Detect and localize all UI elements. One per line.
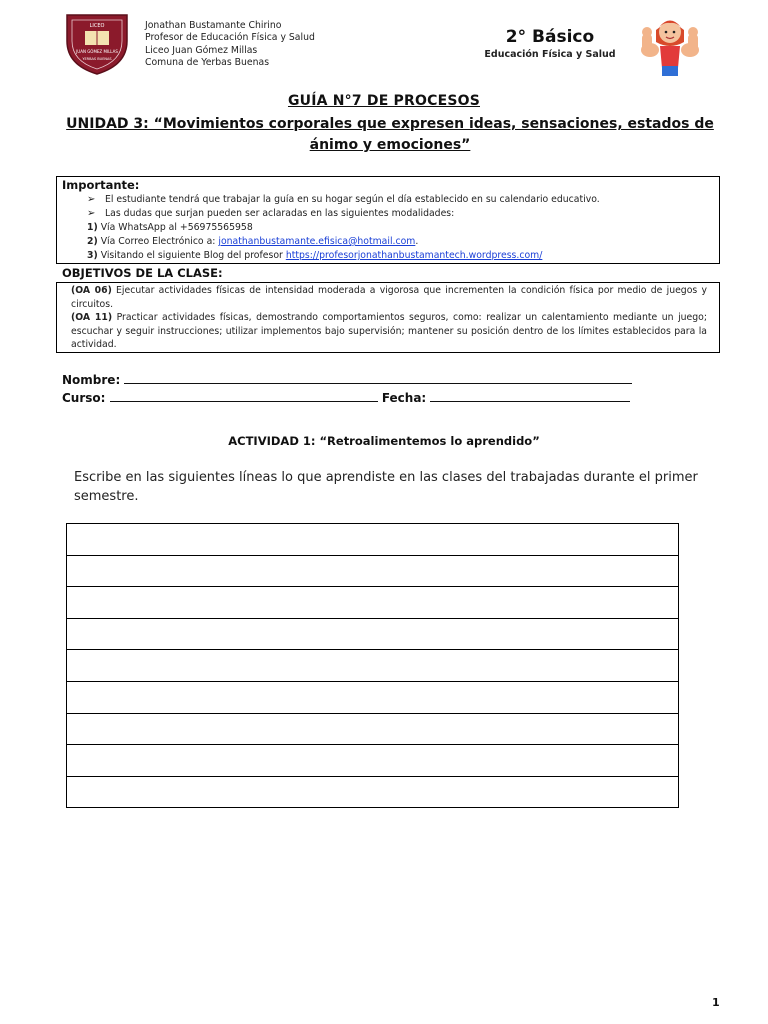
grade-label: 2° Básico (505, 27, 595, 47)
svg-text:JUAN GÓMEZ MILLAS: JUAN GÓMEZ MILLAS (76, 49, 118, 54)
objective-oa11: (OA 11) Practicar actividades físicas, demostrando comportamientos seguros, como: realizar un calentamiento mediante un juego; escuchar y seguir instrucciones; utilizar implementos bajo supervisión; mantener su posición dentro de los límites establecidos para la actividad. (71, 312, 707, 351)
contact-mode-3: 3) Visitando el siguiente Blog del profesor https://profesorjonathanbustamantech.wordpress.com/ (87, 250, 543, 261)
arrow-bullet-icon: ➢ (87, 208, 96, 219)
name-line[interactable] (124, 373, 632, 384)
name-field[interactable] (62, 373, 632, 387)
important-bullet-2: ➢ Las dudas que surjan pueden ser aclaradas en las siguientes modalidades: (87, 208, 455, 219)
arrow-bullet-icon: ➢ (87, 194, 96, 205)
writing-line[interactable] (67, 745, 678, 777)
school-name: Liceo Juan Gómez Millas (145, 44, 258, 56)
blog-link[interactable]: https://profesorjonathanbustamantech.wordpress.com/ (285, 250, 543, 261)
writing-line[interactable] (67, 524, 678, 556)
page-number: 1 (712, 996, 720, 1009)
activity-instruction: Escribe en las siguientes líneas lo que aprendiste en las clases del trabajadas durante el primer semestre. (74, 470, 698, 504)
course-line[interactable] (110, 391, 378, 402)
important-title: Importante: (62, 178, 140, 192)
objectives-title: OBJETIVOS DE LA CLASE: (62, 266, 223, 280)
name-label: Nombre: (62, 373, 121, 387)
writing-line[interactable] (67, 682, 678, 714)
date-label: Fecha: (381, 391, 427, 405)
course-label: Curso: (62, 391, 106, 405)
contact-mode-1: 1) Vía WhatsApp al +56975565958 (87, 222, 253, 233)
teacher-info (145, 20, 315, 69)
writing-lines-box[interactable] (66, 523, 679, 808)
email-link[interactable]: jonathanbustamante.efisica@hotmail.com (218, 236, 416, 247)
unit-title: UNIDAD 3: “Movimientos corporales que expresen ideas, sensaciones, estados de ánimo y emociones” (66, 116, 714, 153)
school-commune: Comuna de Yerbas Buenas (145, 56, 270, 68)
teacher-name: Jonathan Bustamante Chirino (145, 20, 282, 31)
strongman-mascot-icon (634, 12, 706, 80)
guide-title: GUÍA N°7 DE PROCESOS (287, 93, 480, 109)
activity-title: ACTIVIDAD 1: “Retroalimentemos lo aprendido” (228, 434, 540, 448)
svg-text:LICEO: LICEO (89, 23, 105, 29)
objective-oa06: (OA 06) Ejecutar actividades físicas de intensidad moderada a vigorosa que incrementen la condición física por medio de juegos y circuitos. (71, 285, 707, 310)
svg-text:YERBAS BUENAS: YERBAS BUENAS (82, 57, 112, 61)
writing-line[interactable] (67, 650, 678, 682)
contact-mode-2: 2) Vía Correo Electrónico a: jonathanbustamante.efisica@hotmail.com. (87, 236, 419, 247)
teacher-role: Profesor de Educación Física y Salud (145, 32, 315, 44)
course-field[interactable] (62, 391, 630, 405)
grade-block (480, 26, 620, 62)
writing-line[interactable] (67, 556, 678, 588)
date-line[interactable] (430, 391, 630, 402)
writing-line[interactable] (67, 587, 678, 619)
writing-line[interactable] (67, 777, 678, 809)
subject-label: Educación Física y Salud (484, 49, 616, 60)
writing-line[interactable] (67, 714, 678, 746)
writing-line[interactable] (67, 619, 678, 651)
important-bullet-1: ➢ El estudiante tendrá que trabajar la guía en su hogar según el día establecido en su calendario educativo. (87, 194, 600, 205)
school-logo (63, 11, 131, 77)
